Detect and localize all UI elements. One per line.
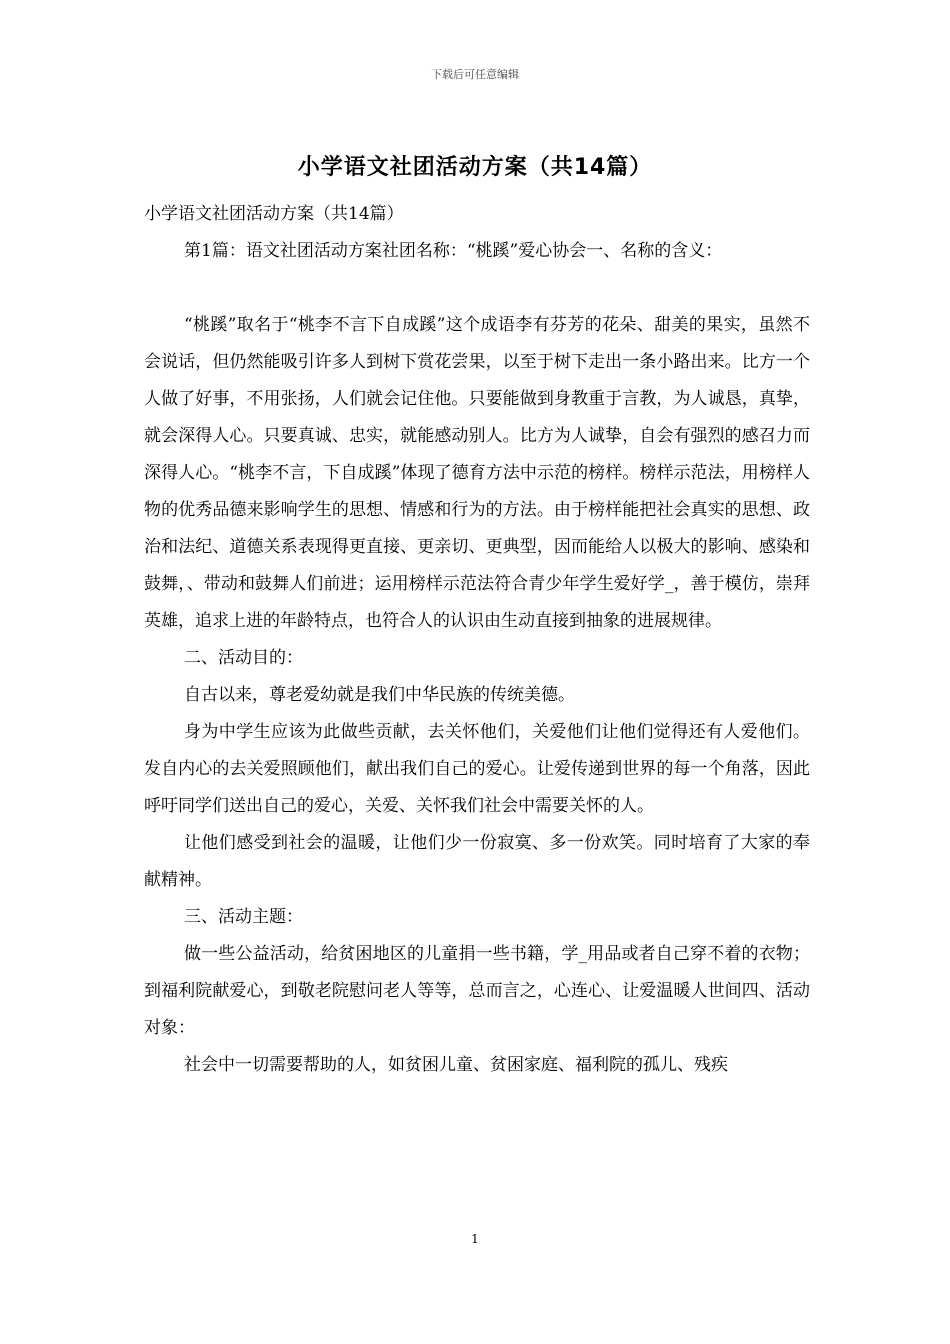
paragraph: 身为中学生应该为此做些贡献，去关怀他们，关爱他们让他们觉得还有人爱他们。发自内心的去关爱照顾他们，献出我们自己的爱心。让爱传递到世界的每一个角落，因此呼吁同学们送出自己的爱心，关爱、关怀我们社会中需要关怀的人。 (144, 722, 810, 816)
paragraph: “桃蹊”取名于“桃李不言下自成蹊”这个成语李有芬芳的花朵、甜美的果实，虽然不会说话，但仍然能吸引许多人到树下赏花尝果，以至于树下走出一条小路出来。比方一个人做了好事，不用张扬，人们就会记住他。只要能做到身教重于言教，为人诚恳，真挚，就会深得人心。只要真诚、忠实，就能感动别人。比方为人诚挚，自会有强烈的感召力而深得人心。“桃李不言，下自成蹊”体现了德育方法中示范的榜样。榜样示范法，用榜样人物的优秀品德来影响学生的思想、情感和行为的方法。由于榜样能把社会真实的思想、政治和法纪、道德关系表现得更直接、更亲切、更典型，因而能给人以极大的影响、感染和鼓舞，、带动和鼓舞人们前进；运用榜样示范法符合青少年学生爱好学_，善于模仿，崇拜英雄，追求上进的年龄特点，也符合人的认识由生动直接到抽象的进展规律。 (144, 315, 810, 631)
paragraph: 让他们感受到社会的温暖，让他们少一份寂寞、多一份欢笑。同时培育了大家的奉献精神。 (144, 833, 810, 890)
section-heading: 三、活动主题： (184, 907, 303, 927)
paragraph: 社会中一切需要帮助的人，如贫困儿童、贫困家庭、福利院的孤儿、残疾 (184, 1055, 728, 1075)
paragraph: 做一些公益活动，给贫困地区的儿童捐一些书籍，学_用品或者自己穿不着的衣物；到福利院献爱心，到敬老院慰问老人等等，总而言之，心连心、让爱温暖人世间四、活动对象： (144, 944, 810, 1038)
document-title: 小学语文社团活动方案（共14篇） (297, 155, 653, 180)
section-heading: 二、活动目的： (184, 648, 303, 668)
paragraph: 自古以来，尊老爱幼就是我们中华民族的传统美德。 (184, 685, 575, 705)
document-body (144, 196, 810, 1084)
page-number: 1 (471, 1232, 479, 1246)
page-header: 下载后可任意编辑 (431, 68, 519, 81)
subtitle-line: 小学语文社团活动方案（共14篇） (144, 204, 404, 224)
paragraph: 第1篇：语文社团活动方案社团名称：“桃蹊”爱心协会一、名称的含义： (184, 241, 723, 261)
